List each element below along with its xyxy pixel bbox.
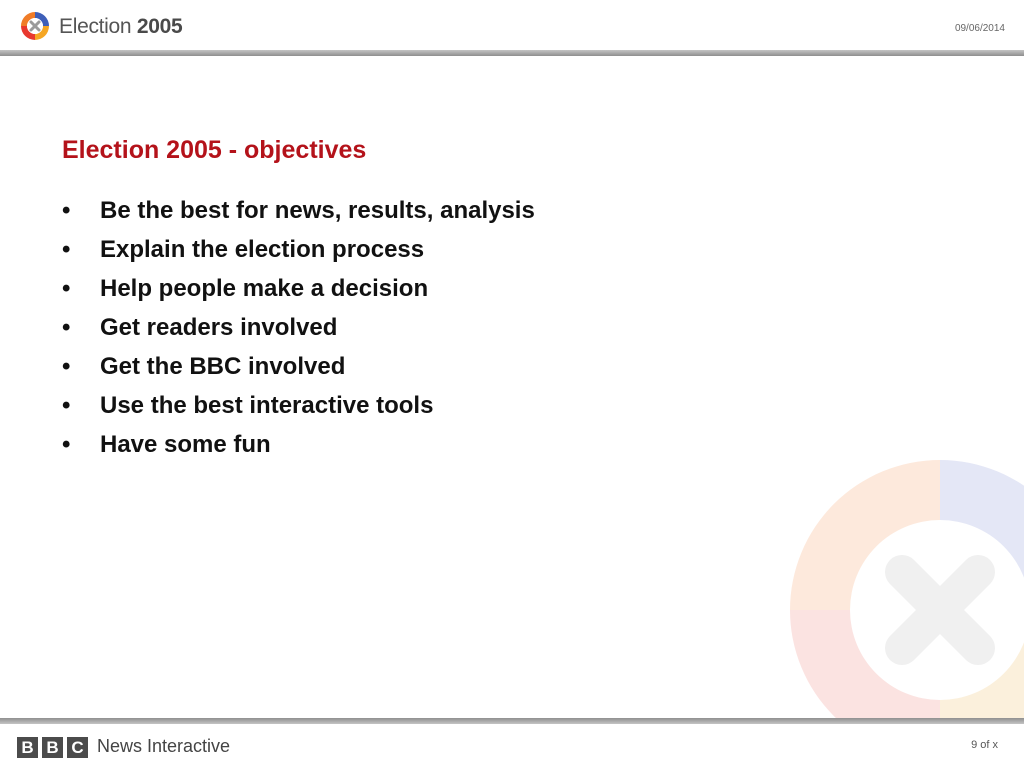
bullet-text: Have some fun bbox=[100, 431, 271, 458]
list-item bbox=[62, 232, 535, 271]
header-divider bbox=[0, 50, 1024, 56]
bullet-glyph: • bbox=[62, 275, 71, 302]
bbc-logo-c: C bbox=[67, 737, 88, 758]
brand-wordmark bbox=[59, 15, 182, 39]
brand-light-text: Election bbox=[59, 15, 132, 38]
bullet-text: Be the best for news, results, analysis bbox=[100, 197, 535, 224]
bullet-text: Get readers involved bbox=[100, 314, 338, 341]
news-interactive-label: News Interactive bbox=[97, 736, 231, 756]
list-item bbox=[62, 193, 535, 232]
bullet-glyph: • bbox=[62, 431, 71, 458]
bbc-logo-b2: B bbox=[42, 737, 63, 758]
bullet-text: Explain the election process bbox=[100, 236, 425, 263]
bullet-glyph: • bbox=[62, 236, 71, 263]
page-number: 9 of x bbox=[971, 739, 998, 751]
list-item bbox=[62, 388, 535, 427]
bullet-glyph: • bbox=[62, 314, 71, 341]
slide-header bbox=[0, 0, 1024, 50]
bullet-glyph: • bbox=[62, 353, 71, 380]
slide-title: Election 2005 - objectives bbox=[62, 136, 367, 164]
bullet-glyph: • bbox=[62, 392, 71, 419]
list-item bbox=[62, 349, 535, 388]
bullet-text: Use the best interactive tools bbox=[100, 392, 434, 419]
bullet-text: Help people make a decision bbox=[100, 275, 429, 302]
slide-date: 09/06/2014 bbox=[954, 23, 1005, 34]
bbc-logo-b1: B bbox=[17, 737, 38, 758]
brand-bold-text: 2005 bbox=[136, 15, 183, 38]
list-item bbox=[62, 271, 535, 310]
objectives-list bbox=[62, 193, 535, 466]
election-x-logo-icon bbox=[19, 10, 51, 42]
bullet-glyph: • bbox=[62, 197, 71, 224]
bullet-text: Get the BBC involved bbox=[100, 353, 346, 380]
list-item bbox=[62, 310, 535, 349]
list-item bbox=[62, 427, 535, 466]
